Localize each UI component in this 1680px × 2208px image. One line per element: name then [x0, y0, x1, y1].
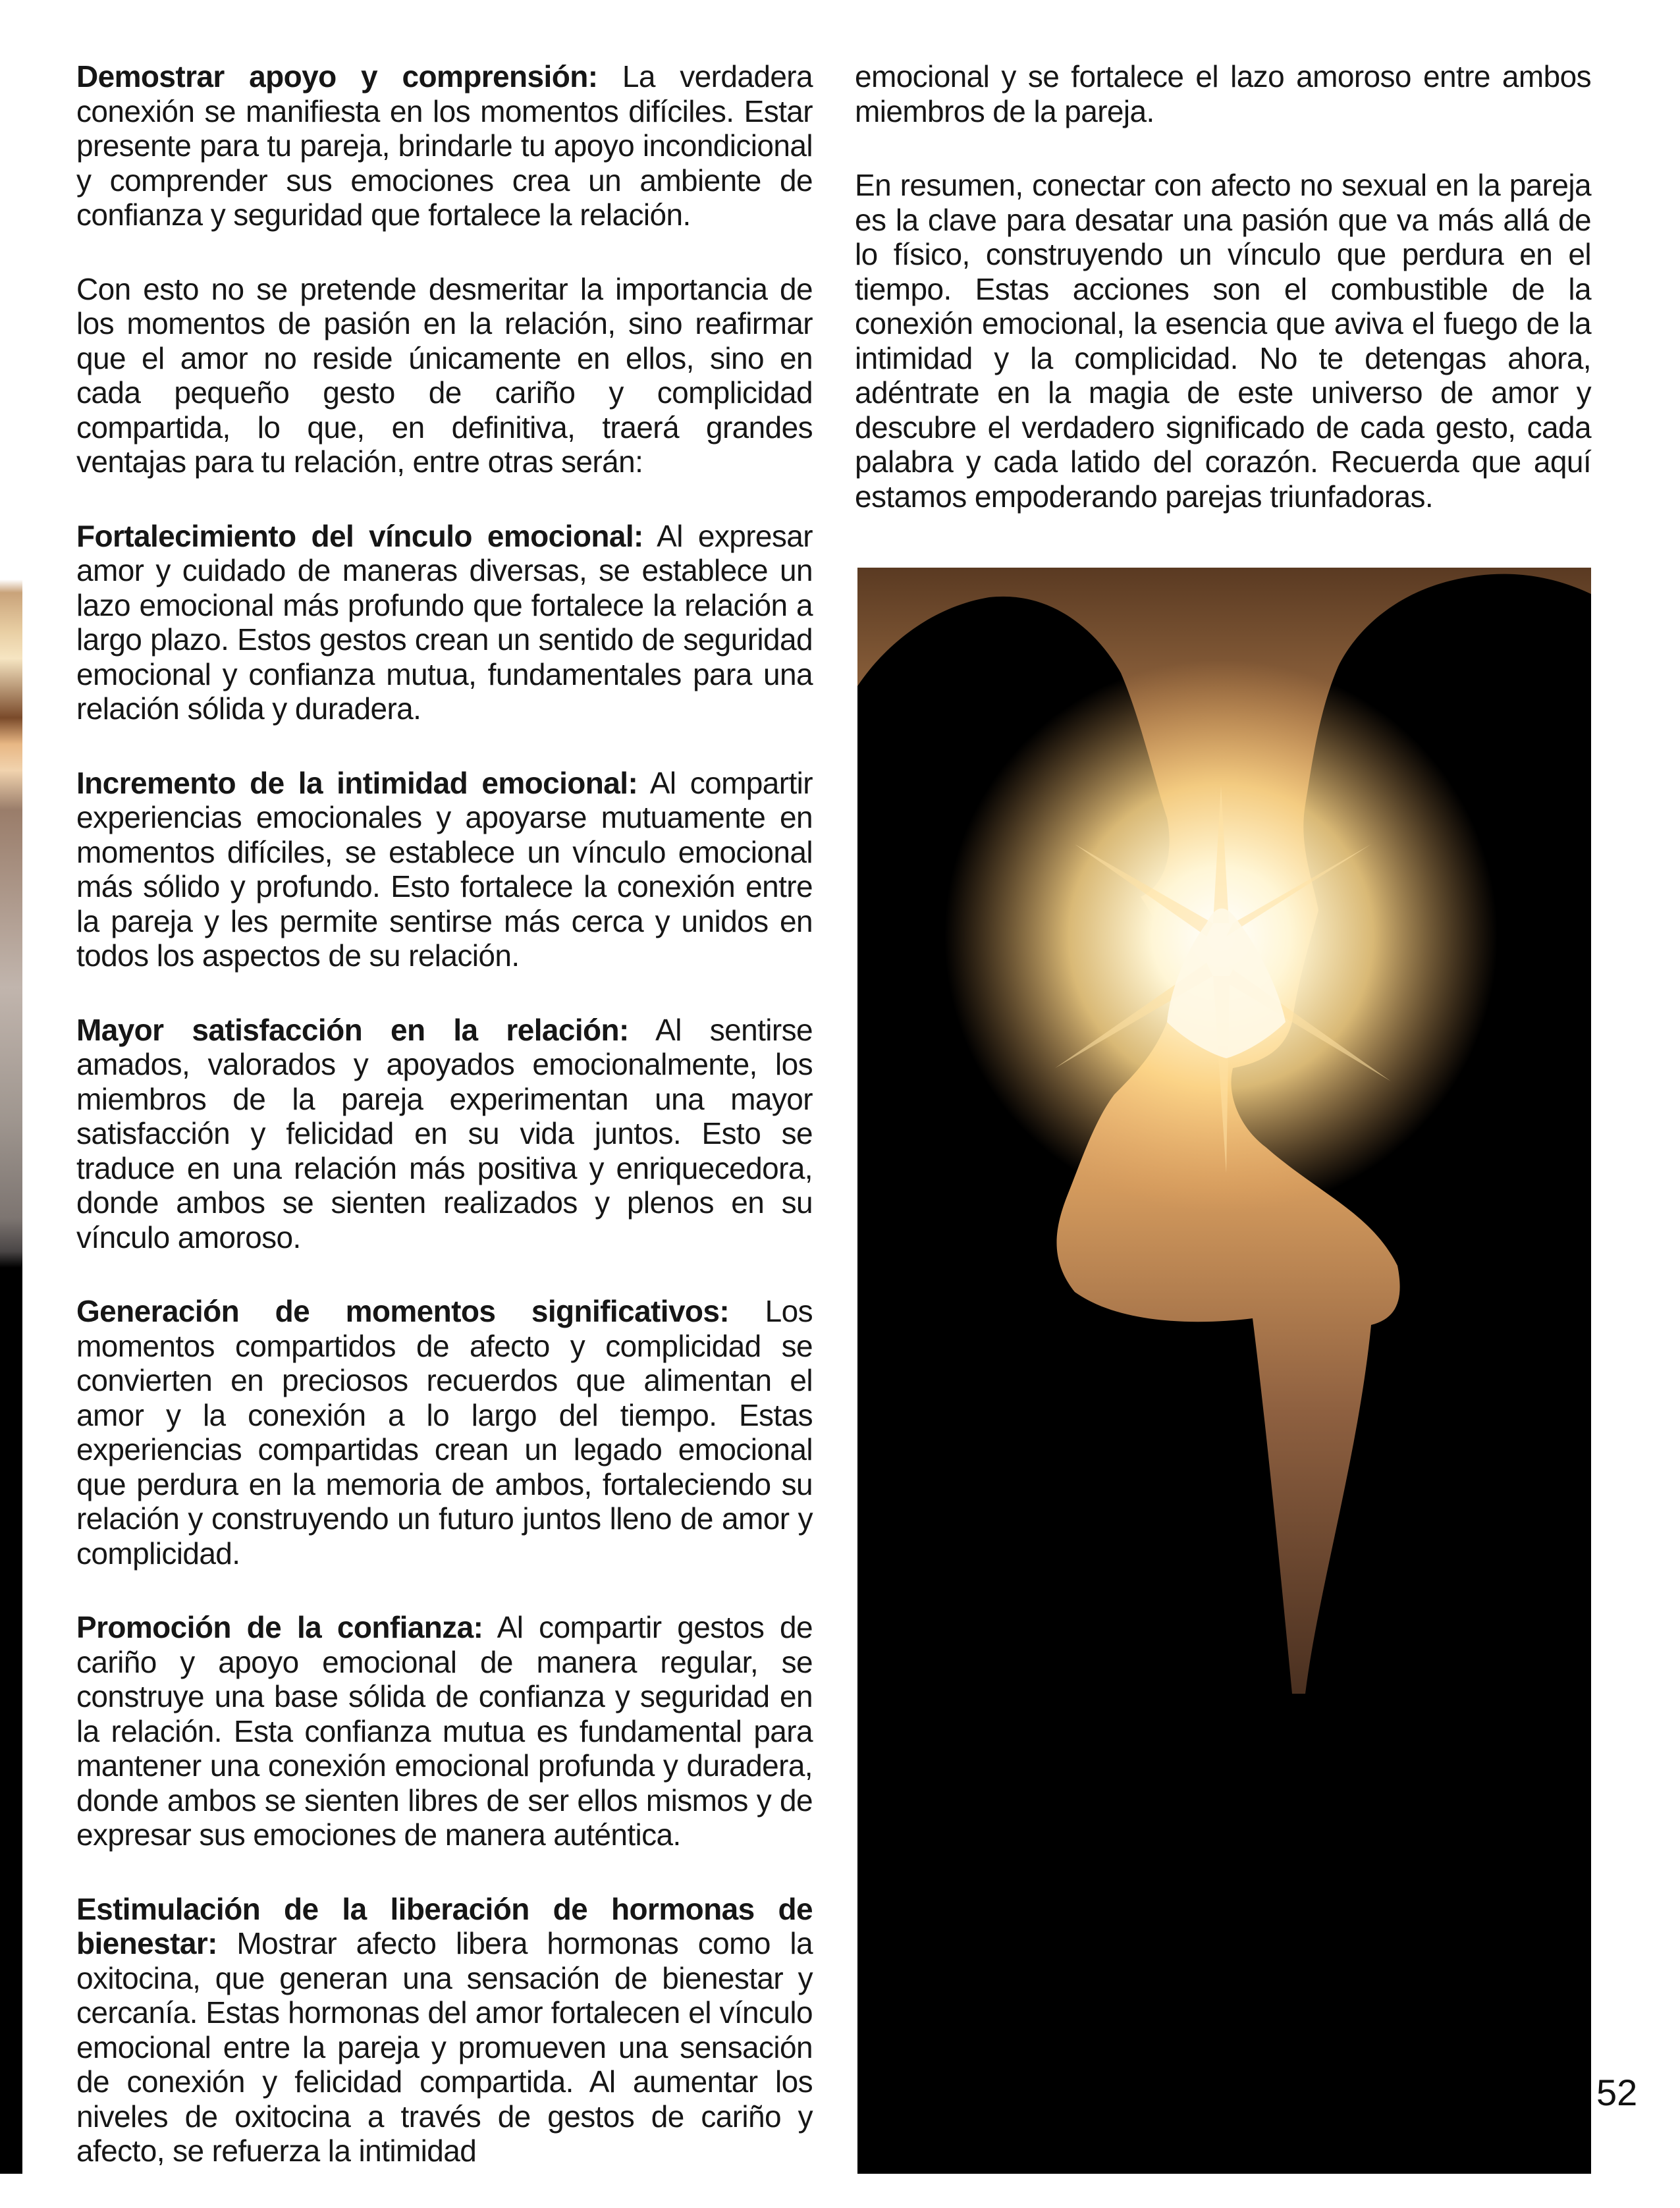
paragraph-text: Al expresar amor y cuidado de maneras diversas, se establece un lazo emocional más profundo que fortalece la relación a largo plazo. Estos gestos crean un sentido de seguridad emocional y confianza mutua, fundamentales para una relación sólida y duradera.	[76, 518, 813, 726]
paragraph-momentos	[76, 1294, 813, 1571]
right-text-column	[855, 59, 1591, 553]
paragraph-text: Con esto no se pretende desmeritar la importancia de los momentos de pasión en la relación, sino reafirmar que el amor no reside únicamente en ellos, sino en cada pequeño gesto de cariño y complicidad compartida, lo que, en definitiva, traerá grandes ventajas para tu relación, entre otras serán:	[76, 271, 813, 479]
paragraph-hormonas	[76, 1892, 813, 2168]
paragraph-text: Al compartir experiencias emocionales y apoyarse mutuamente en momentos difíciles, se establece un vínculo emocional más sólido y profundo. Esto fortalece la conexión entre la pareja y les permite sentirse más cerca y unidos en todos los aspectos de su relación.	[76, 765, 813, 973]
paragraph-text: Mostrar afecto libera hormonas como la oxitocina, que generan una sensación de bienestar y cercanía. Estas hormonas del amor fortalecen el vínculo emocional entre la pareja y promueven una sensación de conexión y felicidad compartida. Al aumentar los niveles de oxitocina a través de gestos de cariño y afecto, se refuerza la intimidad	[76, 1926, 813, 2168]
paragraph-heading: Fortalecimiento del vínculo emocional:	[76, 518, 643, 553]
paragraph-heading: Mayor satisfacción en la relación:	[76, 1012, 629, 1047]
paragraph-confianza	[76, 1610, 813, 1852]
paragraph-heading: Estimulación de la liberación de hormonas de bienestar:	[76, 1891, 813, 1960]
paragraph-satisfaccion	[76, 1013, 813, 1255]
paragraph-demostrar-apoyo	[76, 59, 813, 232]
couple-sunset-photo	[857, 568, 1591, 2174]
paragraph-heading: Incremento de la intimidad emocional:	[76, 765, 638, 800]
paragraph-heading: Promoción de la confianza:	[76, 1610, 483, 1644]
paragraph-heading: Demostrar apoyo y comprensión:	[76, 59, 598, 94]
paragraph-text: Los momentos compartidos de afecto y complicidad se convierten en preciosos recuerdos que alimentan el amor y la conexión a lo largo del tiempo. Estas experiencias compartidas crean un legado emocional que perdura en la memoria de ambos, fortaleciendo su relación y construyendo un futuro juntos lleno de amor y complicidad.	[76, 1294, 813, 1571]
paragraph-text: Al compartir gestos de cariño y apoyo emocional de manera regular, se construye una base sólida de confianza y seguridad en la relación. Esta confianza mutua es fundamental para mantener una conexión emocional profunda y duradera, donde ambos se sienten libres de ser ellos mismos y de expresar sus emociones de manera auténtica.	[76, 1610, 813, 1852]
paragraph-intimidad	[76, 766, 813, 973]
left-text-column	[76, 59, 813, 2208]
paragraph-text: Al sentirse amados, valorados y apoyados emocionalmente, los miembros de la pareja experimentan una mayor satisfacción y felicidad en su vida juntos. Esto se traduce en una relación más positiva y enriquecedora, donde ambos se sienten realizados y plenos en su vínculo amoroso.	[76, 1012, 813, 1254]
page-number: 52	[1596, 2072, 1638, 2113]
paragraph-resumen	[855, 168, 1591, 514]
paragraph-fortalecimiento	[76, 519, 813, 726]
silhouette-illustration	[857, 568, 1591, 2174]
paragraph-continuacion	[855, 59, 1591, 128]
left-edge-photo-strip	[0, 0, 22, 2174]
paragraph-text: emocional y se fortalece el lazo amoroso entre ambos miembros de la pareja.	[855, 59, 1591, 128]
paragraph-intro-ventajas	[76, 272, 813, 479]
paragraph-text: En resumen, conectar con afecto no sexual en la pareja es la clave para desatar una pasión que va más allá de lo físico, construyendo un vínculo que perdura en el tiempo. Estas acciones son el combustible de la conexión emocional, la esencia que aviva el fuego de la intimidad y la complicidad. No te detengas ahora, adéntrate en la magia de este universo de amor y descubre el verdadero significado de cada gesto, cada palabra y cada latido del corazón. Recuerda que aquí estamos empoderando parejas triunfadoras.	[855, 168, 1591, 514]
paragraph-heading: Generación de momentos significativos:	[76, 1294, 730, 1328]
paragraph-text: La verdadera conexión se manifiesta en los momentos difíciles. Estar presente para tu pareja, brindarle tu apoyo incondicional y comprender sus emociones crea un ambiente de confianza y seguridad que fortalece la relación.	[76, 59, 813, 232]
